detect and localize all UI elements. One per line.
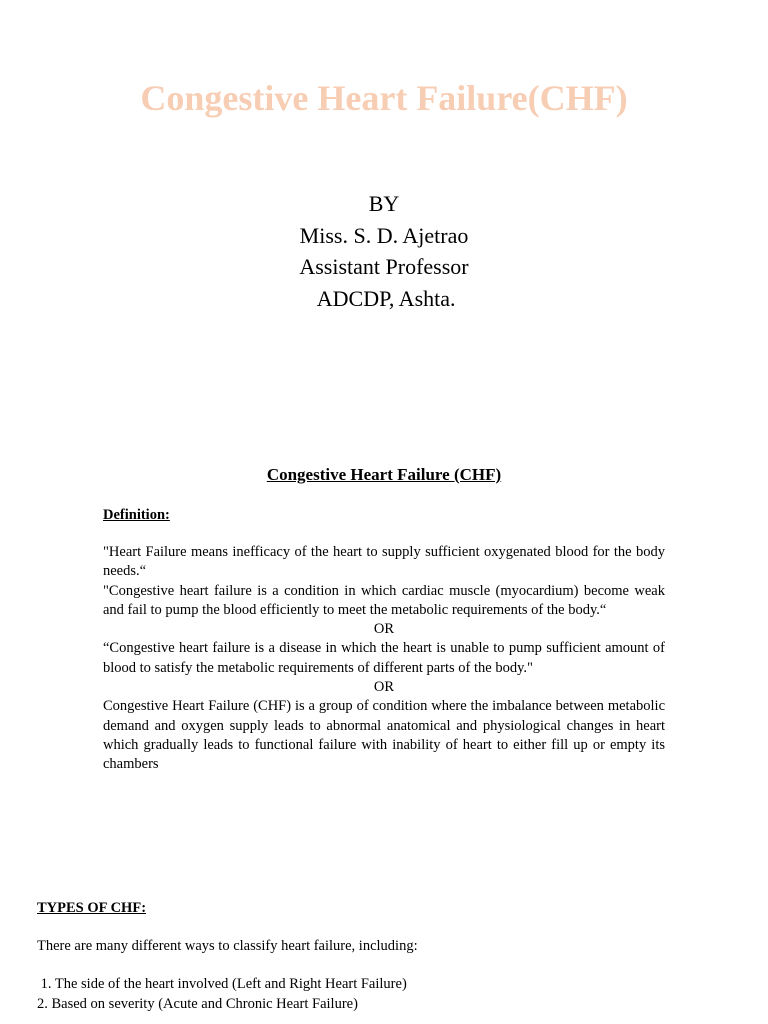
definition-body — [103, 543, 665, 775]
byline-institution: ADCDP, Ashta. — [312, 285, 456, 311]
byline-position: Assistant Professor — [299, 254, 469, 279]
byline-by: BY — [368, 191, 400, 216]
definition-label: Definition: — [103, 507, 170, 523]
document-title: Congestive Heart Failure(CHF) — [140, 78, 628, 118]
definition-paragraph: “Congestive heart failure is a disease in which the heart is unable to pump sufficient amount of blood to satisfy the metabolic requirements of different parts of the body." — [103, 640, 665, 676]
types-intro: There are many different ways to classify heart failure, including: — [37, 938, 418, 954]
definition-paragraph: "Heart Failure means inefficacy of the heart to supply sufficient oxygenated blood for the body needs.“ — [103, 544, 665, 580]
types-heading: TYPES OF CHF: — [37, 900, 147, 916]
definition-paragraph: Congestive Heart Failure (CHF) is a group of condition where the imbalance between metabolic demand and oxygen supply leads to abnormal anatomical and physiological changes in heart which gradually leads to functional failure with inability of heart to either fill up or empty its chambers — [103, 698, 665, 773]
definition-paragraph: "Congestive heart failure is a condition in which cardiac muscle (myocardium) become weak and fail to pump the blood efficiently to meet the metabolic requirements of the body.“ — [103, 582, 665, 618]
byline-author: Miss. S. D. Ajetrao — [299, 222, 469, 248]
list-item: 1. The side of the heart involved (Left and Right Heart Failure) — [37, 976, 407, 992]
or-separator: OR — [373, 621, 395, 638]
author-byline — [0, 188, 768, 314]
list-item: 2. Based on severity (Acute and Chronic Heart Failure) — [37, 995, 358, 1012]
types-list — [37, 975, 407, 1014]
section-title: Congestive Heart Failure (CHF) — [266, 465, 502, 484]
or-separator: OR — [373, 679, 395, 696]
